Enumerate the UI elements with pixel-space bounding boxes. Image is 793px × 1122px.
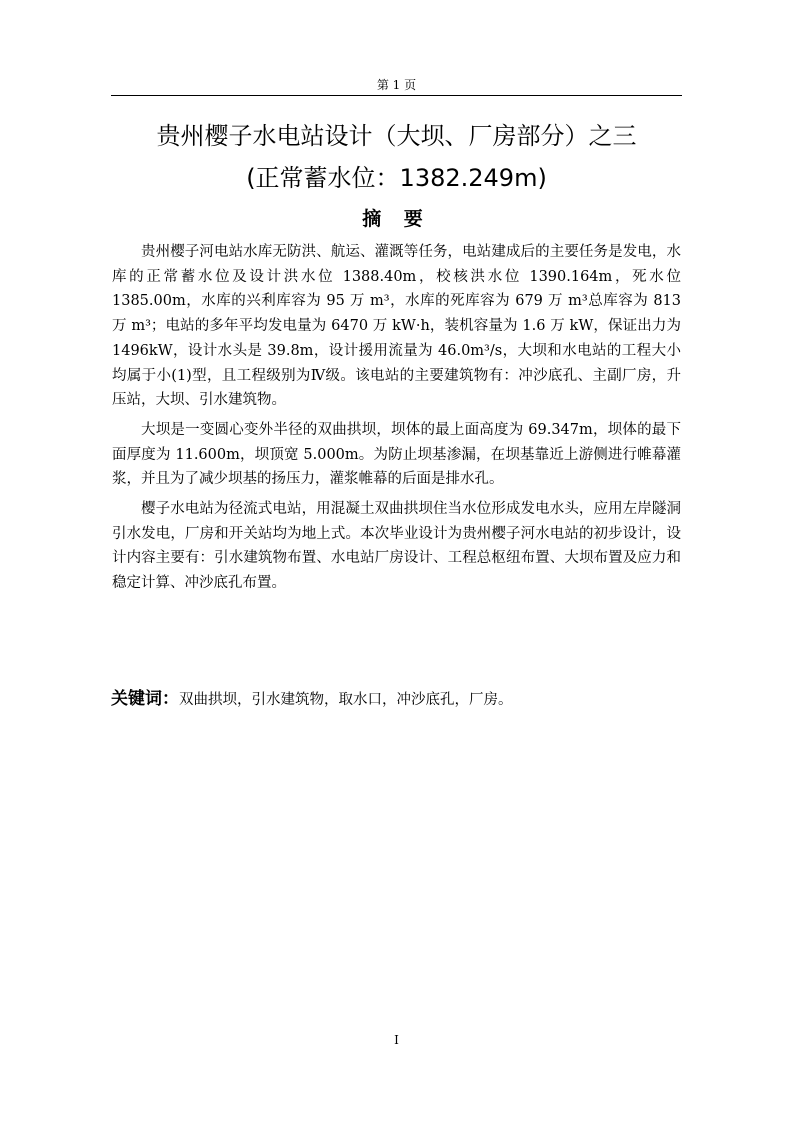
page-header: 第 1 页 bbox=[376, 78, 417, 92]
keywords-text: 双曲拱坝，引水建筑物，取水口，冲沙底孔，厂房。 bbox=[179, 692, 513, 708]
document-subtitle: (正常蓄水位：1382.249m) bbox=[246, 164, 547, 192]
document-title: 贵州樱子水电站设计（大坝、厂房部分）之三 bbox=[156, 122, 637, 150]
keywords-label: 关键词： bbox=[111, 689, 179, 709]
abstract-body bbox=[112, 240, 681, 601]
keywords-line bbox=[111, 684, 682, 709]
page-number: I bbox=[394, 1033, 399, 1047]
header-divider bbox=[111, 95, 682, 96]
abstract-paragraph: 樱子水电站为径流式电站，用混凝土双曲拱坝住当水位形成发电水头，应用左岸隧洞引水发电，厂房和开关站均为地上式。本次毕业设计为贵州樱子河水电站的初步设计，设计内容主要有：引水建筑物布置、水电站厂房设计、工程总枢纽布置、大坝布置及应力和稳定计算、冲沙底孔布置。 bbox=[112, 501, 681, 592]
abstract-paragraph: 大坝是一变圆心变外半径的双曲拱坝，坝体的最上面高度为 69.347m，坝体的最下面厚度为 11.600m，坝顶宽 5.000m。为防止坝基渗漏，在坝基靠近上游侧进行帷幕灌浆，并且为了减少坝基的扬压力，灌浆帷幕的后面是排水孔。 bbox=[112, 421, 681, 488]
abstract-paragraph: 贵州樱子河电站水库无防洪、航运、灌溉等任务，电站建成后的主要任务是发电，水库的正常蓄水位及设计洪水位 1388.40m，校核洪水位 1390.164m，死水位 1385.00m，水库的兴利库容为 95 万 m³，水库的死库容为 679 万 m³总库容为 813 万 m³；电站的多年平均发电量为 6470 万 kW·h，装机容量为 1.6 万 kW，保证出力为 1496kW，设计水头是 39.8m，设计援用流量为 46.0m³/s，大坝和水电站的工程大小均属于小(1)型，且工程级别为Ⅳ级。该电站的主要建筑物有：冲沙底孔、主副厂房，升压站，大坝、引水建筑物。 bbox=[112, 244, 681, 409]
abstract-heading: 摘 要 bbox=[362, 208, 431, 230]
